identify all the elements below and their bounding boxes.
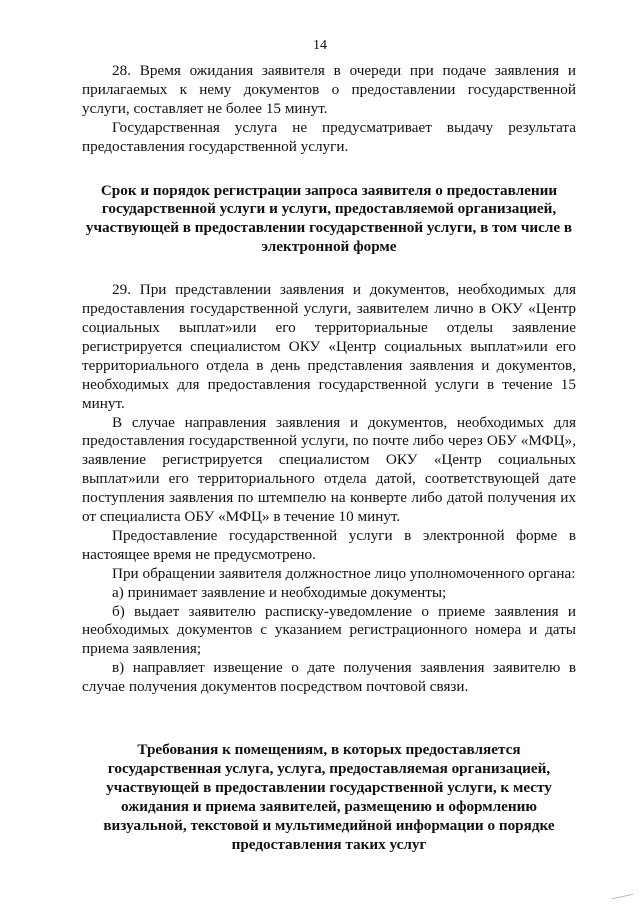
paragraph-result: Государственная услуга не предусматривает выдачу результата предоставления государственной услуги.	[82, 118, 576, 155]
list-item-b: б) выдает заявителю расписку-уведомление о приеме заявления и необходимых документов с указанием регистрационного номера и даты приема заявления;	[82, 602, 576, 658]
page-number: 14	[313, 38, 327, 53]
list-item-c: в) направляет извещение о дате получения заявления заявителю в случае получения документов посредством почтовой связи.	[82, 659, 576, 696]
section-heading-registration: Срок и порядок регистрации запроса заявителя о предоставлении государственной услуги и услуги, предоставляемой организацией, участвующей в предоставлении государственной услуги, в том числе в электронной форме	[85, 181, 573, 256]
spacer	[82, 697, 576, 741]
paragraph-mail: В случае направления заявления и документов, необходимых для предоставления государственной услуги, по почте либо через ОБУ «МФЦ», заявление регистрируется специалистом ОКУ «Центр социальных выплат»или его территориального отдела датой, соответствующей дате поступления заявления по штемпелю на конверте либо датой получения их от специалиста ОБУ «МФЦ» в течение 10 минут.	[82, 413, 576, 526]
paragraph-electronic: Предоставление государственной услуги в электронной форме в настоящее время не предусмотрено.	[82, 526, 576, 563]
paragraph-29: 29. При представлении заявления и документов, необходимых для предоставления государственной услуги, заявителем лично в ОКУ «Центр социальных выплат»или его территориальные отделы заявление регистрируется специалистом ОКУ «Центр социальных выплат»или его территориального отдела в день представления заявления и документов, необходимых для предоставления государственной услуги в течение 15 минут.	[82, 281, 576, 412]
list-item-a: а) принимает заявление и необходимые документы;	[112, 583, 447, 601]
scan-artifact	[612, 894, 635, 905]
section-heading-premises: Требования к помещениям, в которых предоставляется государственная услуга, услуга, предоставляемая организацией, участвующей в предоставлении государственной услуги, к месту ожидания и приема заявителей, размещению и оформлению визуальной, текстовой и мультимедийной информации о порядке предоставления таких услуг	[103, 741, 555, 853]
document-body	[82, 62, 576, 855]
paragraph-28: 28. Время ожидания заявителя в очереди при подаче заявления и прилагаемых к нему документов о предоставлении государственной услуги, составляет не более 15 минут.	[82, 62, 576, 117]
paragraph-official: При обращении заявителя должностное лицо уполномоченного органа:	[112, 564, 576, 582]
spacer	[82, 157, 576, 182]
spacer	[82, 257, 576, 281]
